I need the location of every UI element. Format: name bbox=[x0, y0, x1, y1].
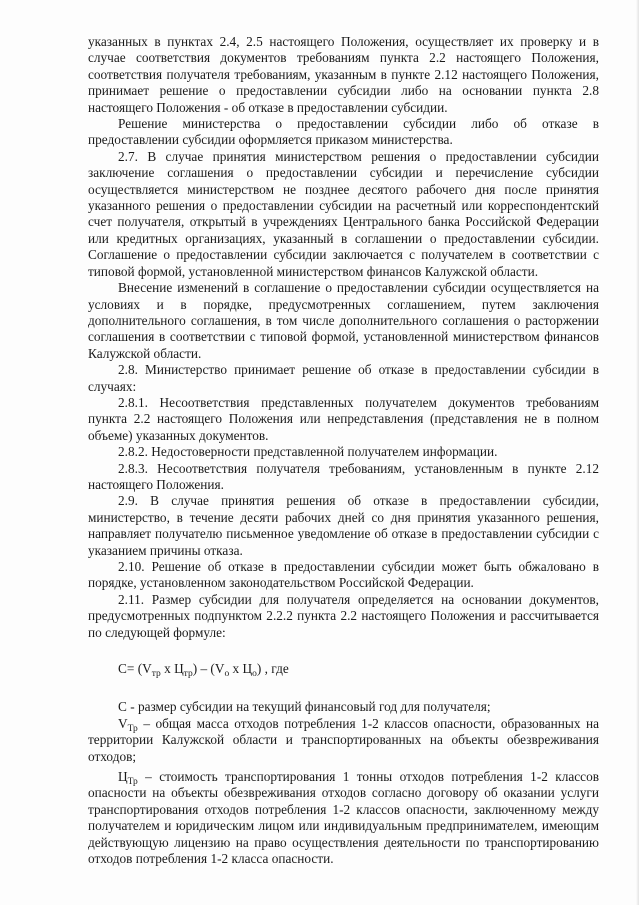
paragraph-2-11: 2.11. Размер субсидии для получателя определяется на основании документов, предусмотренных подпунктом 2.2.2 пункта 2.2 настоящего Положения и рассчитывается по следующей формуле: bbox=[88, 591, 599, 640]
paragraph-2-9: 2.9. В случае принятия решения об отказе в предоставлении субсидии, министерство, в течение десяти рабочих дней со дня принятия указанного решения, направляет получателю письменное уведомление об отказе в предоставлении субсидии с указанием причины отказа. bbox=[88, 493, 599, 558]
definition-c: С - размер субсидии на текущий финансовый год для получателя; bbox=[118, 699, 491, 715]
paragraph-2-8-1: 2.8.1. Несоответствия представленных получателем документов требованиям пункта 2.2 настоящего Положения или непредставления (представления не в полном объеме) указанных документов. bbox=[88, 394, 599, 443]
paragraph-2-8-3: 2.8.3. Несоответствия получателя требованиям, установленным в пункте 2.12 настоящего Положения. bbox=[88, 460, 599, 492]
paragraph-2-8-2: 2.8.2. Недостоверности представленной получателем информации. bbox=[118, 444, 498, 460]
paragraph-2-10: 2.10. Решение об отказе в предоставлении субсидии может быть обжаловано в порядке, установленном законодательством Российской Федерации. bbox=[88, 559, 599, 591]
paragraph-2-6-continuation: указанных в пунктах 2.4, 2.5 настоящего Положения, осуществляет их проверку и в случае соответствия документов требованиям пункта 2.2 настоящего Положения, соответствия получателя требованиям, указанным в пункте 2.12 настоящего Положения, принимает решение о предоставлении субсидии либо на основании пункта 2.8 настоящего Положения - об отказе в предоставлении субсидии. bbox=[88, 34, 599, 115]
paragraph-2-7: 2.7. В случае принятия министерством решения о предоставлении субсидии заключение соглашения о предоставлении субсидии и перечисление субсидии осуществляется министерством не позднее десятого рабочего дня после принятия указанного решения о предоставлении субсидии на расчетный или корреспондентский счет получателя, открытый в учреждениях Центрального банка Российской Федерации или кредитных организациях, указанный в соглашении о предоставлении субсидии. Соглашение о предоставлении субсидии заключается с получателем в соответствии с типовой формой, установленной министерством финансов Калужской области. bbox=[88, 148, 599, 279]
subsidy-formula: $C= (V_{тр}$ x $Ц_{тр}) - (V_о$ x $Ц_о$) , где bbox=[118, 661, 289, 680]
definition-v: $V_{Тр}$ – общая масса отходов потребления 1-2 классов опасности, образованных на территории Калужской области и транспортированных на объекты обезвреживания отходов; bbox=[88, 715, 599, 764]
definition-ts: $Ц_{Тр}$ – стоимость транспортирования 1 тонны отходов потребления 1-2 классов опасности на объекты обезвреживания отходов согласно договору об оказании услуги транспортирования отходов потребления 1-2 классов опасности, заключенному между получателем и юридическим лицом или индивидуальным предпринимателем, имеющим действующую лицензию на право осуществления деятельности по транспортированию отходов потребления 1-2 класса опасности. bbox=[88, 769, 599, 867]
paragraph-decision-order: Решение министерства о предоставлении субсидии либо об отказе в предоставлении субсидии оформляется приказом министерства. bbox=[88, 116, 599, 148]
paragraph-amendments: Внесение изменений в соглашение о предоставлении субсидии осуществляется на условиях и в порядке, предусмотренных соглашением, путем заключения дополнительного соглашения, в том числе дополнительного соглашения о расторжении соглашения в соответствии с типовой формой, установленной министерством финансов Калужской области. bbox=[88, 280, 599, 361]
paragraph-2-8: 2.8. Министерство принимает решение об отказе в предоставлении субсидии в случаях: bbox=[88, 362, 599, 394]
